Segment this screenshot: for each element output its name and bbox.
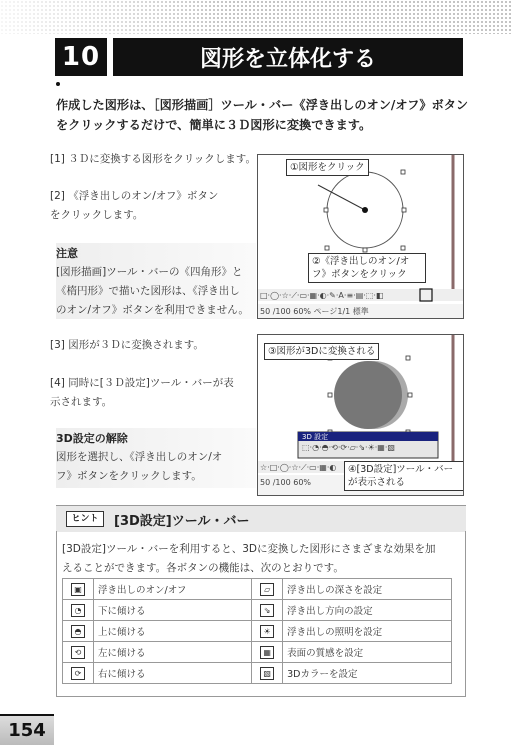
status-bar: 50 /100 60% ページ1/1 標準: [260, 307, 369, 316]
surface-icon: ▦: [260, 646, 274, 659]
step-4-line: 示されます。: [50, 396, 113, 408]
tilt-up-icon: ◓: [71, 625, 85, 638]
hint-title: [3D設定]ツール・バー: [114, 513, 250, 529]
button-desc: 上に傾ける: [94, 621, 252, 642]
callout-click-3d-button: [308, 253, 426, 283]
table-row: [63, 642, 452, 663]
3d-toolbar-title: 3D 設定: [302, 433, 329, 441]
button-desc: 表面の質感を設定: [283, 642, 452, 663]
button-desc: 左に傾ける: [94, 642, 252, 663]
3d-buttons-table: [62, 578, 452, 684]
note-line: のオン/オフ》ボタンを利用できません。: [56, 304, 249, 316]
header-fade: [0, 0, 512, 34]
hint-badge: ヒント: [66, 511, 104, 527]
status-bar: 50 /100 60%: [260, 478, 312, 487]
chapter-title: 図形を立体化する: [199, 46, 376, 72]
button-desc: 浮き出しの深さを設定: [283, 579, 452, 600]
button-desc: 浮き出し方向の設定: [283, 600, 452, 621]
intro-text: [56, 95, 476, 135]
intro-line: をクリックするだけで、簡単に３Ｄ図形に変換できます。: [56, 118, 372, 132]
step-3: [3] 図形が３Ｄに変換されます。: [50, 339, 204, 351]
tilt-left-icon: ⟲: [71, 646, 85, 659]
intro-line: 作成した図形は、［図形描画］ツール・バー《浮き出しのオン/オフ》ボタン: [56, 98, 469, 112]
note-title: 注意: [56, 247, 78, 260]
depth-icon: ▱: [260, 583, 274, 596]
note-line: [図形描画]ツール・バーの《四角形》と: [56, 266, 243, 278]
button-desc: 下に傾ける: [94, 600, 252, 621]
extrusion-toggle-icon: ▣: [71, 583, 85, 596]
callout-converted-3d: ③図形が3Dに変換される: [264, 343, 379, 360]
hint-line: えることができます。各ボタンの機能は、次のとおりです。: [62, 562, 344, 574]
step-4: [50, 374, 255, 412]
note-title: 3D設定の解除: [56, 432, 128, 445]
button-desc: 浮き出しのオン/オフ: [94, 579, 252, 600]
note-box-3d-off: [56, 428, 256, 488]
button-desc: 浮き出しの照明を設定: [283, 621, 452, 642]
tilt-down-icon: ◔: [71, 604, 85, 617]
tilt-right-icon: ⟳: [71, 667, 85, 680]
table-row: [63, 621, 452, 642]
callout-3d-toolbar-shown: [344, 461, 464, 491]
table-row: [63, 663, 452, 684]
screenshot-select-shape: [257, 154, 464, 319]
note-line: 図形を選択し、《浮き出しのオン/オ: [56, 451, 223, 463]
button-desc: 3Dカラーを設定: [283, 663, 452, 684]
note-box-caution: [56, 243, 256, 319]
hint-header: [56, 505, 466, 532]
callout-line: ④[3D設定]ツール・バー: [348, 464, 454, 475]
button-desc: 右に傾ける: [94, 663, 252, 684]
step-4-line: [4] 同時に[３Ｄ設定]ツール・バーが表: [50, 377, 234, 389]
callout-line: が表示される: [348, 477, 406, 488]
hint-text: [62, 540, 462, 578]
step-2: [50, 187, 255, 225]
chapter-number: 10: [61, 42, 101, 72]
callout-line: ②《浮き出しのオン/オ: [312, 256, 410, 267]
step-2-line: [2] 《浮き出しのオン/オフ》ボタン: [50, 190, 219, 202]
3d-settings-toolbar[interactable]: ⬚·◔·◓·⟲·⟳·▱·⇘·☀·▦·▧: [302, 443, 395, 452]
step-1: [1] ３Ｄに変換する図形をクリックします。: [50, 153, 256, 165]
direction-icon: ⇘: [260, 604, 274, 617]
note-line: フ》ボタンをクリックします。: [56, 470, 202, 482]
callout-click-shape: ①図形をクリック: [286, 159, 369, 176]
screenshot-3d-result: [257, 334, 464, 496]
drawing-toolbar[interactable]: ☆·□·◯·☆·⟋·▭·▦·◐: [260, 463, 337, 472]
3d-color-icon: ▧: [260, 667, 274, 680]
page-number: 154: [8, 720, 46, 741]
drawing-toolbar[interactable]: □·◯·☆·⟋·▭·▦·◐·✎·A·≡·▤·⬚·◧: [260, 291, 384, 300]
table-row: [63, 600, 452, 621]
page-number-box: [0, 714, 54, 745]
callout-line: フ》ボタンをクリック: [312, 269, 407, 280]
chapter-title-bar: [113, 38, 463, 76]
table-row: [63, 579, 452, 600]
step-2-line: をクリックします。: [50, 209, 144, 221]
note-line: 《楕円形》で描いた図形は、《浮き出し: [56, 285, 240, 297]
bullet-dot: [56, 82, 60, 86]
chapter-number-box: [55, 38, 107, 76]
lighting-icon: ☀: [260, 625, 274, 638]
hint-line: [3D設定]ツール・バーを利用すると、3Dに変換した図形にさまざまな効果を加: [62, 543, 436, 555]
